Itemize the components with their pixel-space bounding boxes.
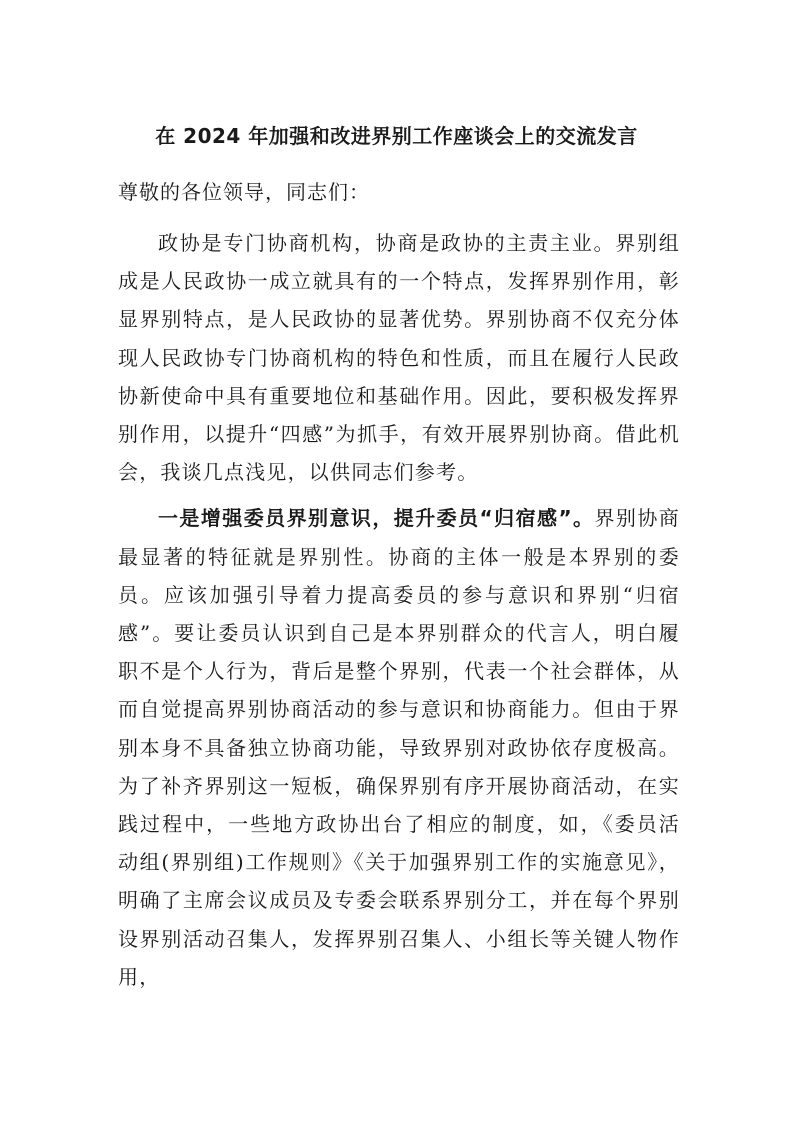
- document-body: [118, 224, 680, 996]
- paragraph-point-one-text: 界别协商最显著的特征就是界别性。协商的主体一般是本界别的委员。应该加强引导着力提高委员的参与意识和界别“归宿感”。要让委员认识到自己是本界别群众的代言人，明白履职不是个人行为，背后是整个界别，代表一个社会群体，从而自觉提高界别协商活动的参与意识和协商能力。但由于界别本身不具备独立协商功能，导致界别对政协依存度极高。为了补齐界别这一短板，确保界别有序开展协商活动，在实践过程中，一些地方政协出台了相应的制度，如，《委员活动组(界别组)工作规则》《关于加强界别工作的实施意见》，明确了主席会议成员及专委会联系界别分工，并在每个界别设界别活动召集人，发挥界别召集人、小组长等关键人物作用，: [118, 506, 680, 989]
- document-title: 在 2024 年加强和改进界别工作座谈会上的交流发言: [155, 124, 638, 148]
- paragraph-point-one-lead: 一是增强委员界别意识，提升委员“归宿感”。: [158, 506, 595, 531]
- paragraph-intro: [118, 224, 680, 491]
- paragraph-intro-text: 政协是专门协商机构，协商是政协的主责主业。界别组成是人民政协一成立就具有的一个特点，发挥界别作用，彰显界别特点，是人民政协的显著优势。界别协商不仅充分体现人民政协专门协商机构的特色和性质，而且在履行人民政协新使命中具有重要地位和基础作用。因此，要积极发挥界别作用，以提升“四感”为抓手，有效开展界别协商。借此机会，我谈几点浅见，以供同志们参考。: [118, 231, 680, 485]
- salutation: 尊敬的各位领导，同志们：: [118, 180, 370, 204]
- paragraph-point-one: [118, 499, 680, 996]
